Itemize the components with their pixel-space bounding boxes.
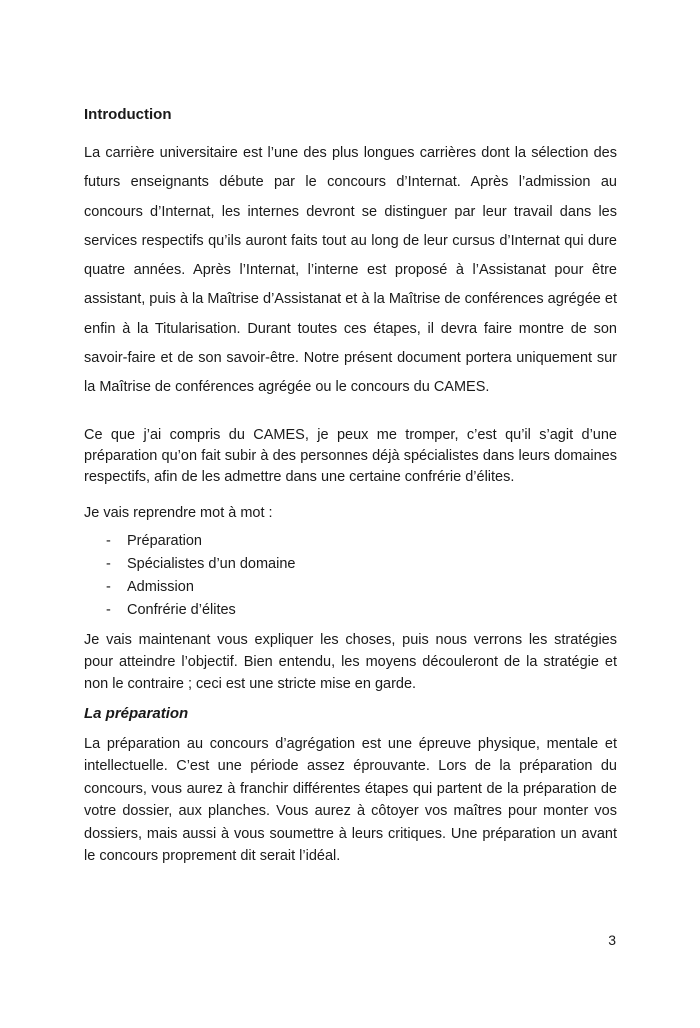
list-item-label: Admission <box>127 578 194 595</box>
list-item-label: Préparation <box>127 532 202 549</box>
paragraph-career: La carrière universitaire est l’une des plus longues carrières dont la sélection des futurs enseignants débute par le concours d’Internat. Après l’admission au concours d’Internat, les internes devront se distinguer par leur travail dans les services respectifs qu’ils auront faits tout au long de leur cursus d’Internat qui dure quatre années. Après l’Internat, l’interne est proposé à l’Assistanat pour être assistant, puis à la Maîtrise d’Assistanat et à la Maîtrise de conférences agrégée et enfin à la Titularisation. Durant toutes ces étapes, il devra faire montre de son savoir-faire et de son savoir-être. Notre présent document portera uniquement sur la Maîtrise de conférences agrégée ou le concours du CAMES. <box>84 145 617 396</box>
paragraph-explain-strategy: Je vais maintenant vous expliquer les choses, puis nous verrons les stratégies pour atteindre l’objectif. Bien entendu, les moyens découleront de la stratégie et non le contraire ; ceci est une stricte mise en garde. <box>84 631 617 693</box>
term-list <box>84 530 617 622</box>
heading-preparation: La préparation <box>84 704 189 722</box>
dash-bullet: - <box>106 532 111 549</box>
heading-introduction: Introduction <box>84 106 172 123</box>
dash-bullet: - <box>106 555 111 572</box>
page-content <box>84 107 617 868</box>
list-item-label: Spécialistes d’un domaine <box>127 555 296 572</box>
paragraph-cames-understanding: Ce que j’ai compris du CAMES, je peux me tromper, c’est qu’il s’agit d’une préparation qu’on fait subir à des personnes déjà spécialistes dans leurs domaines respectifs, afin de les admettre dans une certaine confrérie d’élites. <box>84 426 617 485</box>
list-item <box>84 576 617 599</box>
paragraph-preparation: La préparation au concours d’agrégation est une épreuve physique, mentale et intellectuelle. C’est une période assez éprouvante. Lors de la préparation du concours, vous aurez à franchir différentes étapes qui partent de la préparation de votre dossier, aux planches. Vous aurez à côtoyer vos maîtres pour monter vos dossiers, mais aussi à vous soumettre à leurs critiques. Une préparation un avant le concours proprement dit serait l’idéal. <box>84 735 617 865</box>
list-item <box>84 553 617 576</box>
list-item <box>84 599 617 622</box>
dash-bullet: - <box>106 601 111 618</box>
dash-bullet: - <box>106 578 111 595</box>
paragraph-word-for-word: Je vais reprendre mot à mot : <box>84 504 273 521</box>
list-item-label: Confrérie d’élites <box>127 601 236 618</box>
list-item <box>84 530 617 553</box>
page-number: 3 <box>608 932 616 948</box>
